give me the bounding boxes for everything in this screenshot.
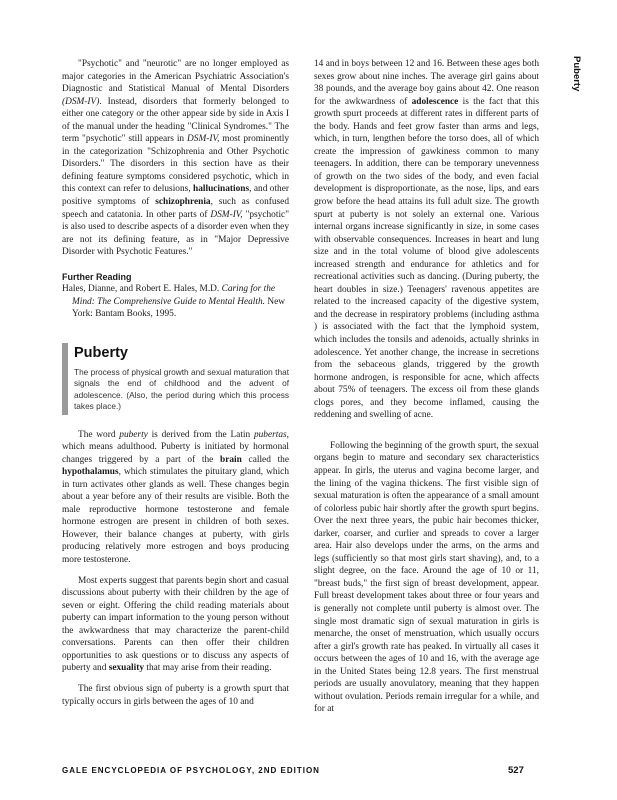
term-hypothalamus[interactable]: hypothalamus xyxy=(62,467,119,478)
sexual-maturation-paragraph: Following the beginning of the growth spurt, the sexual organs begin to mature and secondary sex characteristics appear. In girls, the uterus and vagina become larger, and the lining of the vagina thickens. The first visible sign of sexual maturation is often the appearance of a small amount of colorless pubic hair shortly after the growth spurt begins. Over the next three years, the pubic hair becomes thicker, darker, coarser, and curlier and spreads to cover a larger area. Hair also develops under the arms, on the arms and legs (sufficiently so that most girls start shaving), and, to a slight degree, on the face. Around the age of 10 or 11, "breast buds," the first sign of breast development, appear. Full breast development takes about three or four years and is generally not complete until puberty is almost over. The single most dramatic sign of sexual maturation in girls is menarche, the onset of menstruation, which usually occurs after a girl's growth rate has peaked. In virtually all cases it occurs between the ages of 10 and 16, with the average age in the United States being 12.8 years. The first menstrual periods are usually anovulatory, meaning that they happen without ovulation. Periods remain irregular for a while, and for at xyxy=(314,440,539,715)
running-head-tab: Puberty xyxy=(571,56,582,92)
puberty-paragraph-3: The first obvious sign of puberty is a growth spurt that typically occurs in girls between the ages of 10 and xyxy=(62,683,289,707)
reference-item: Hales, Dianne, and Robert E. Hales, M.D. Caring for the Mind: The Comprehensive Guide to Mental Health. New York: Bantam Books, 1995. xyxy=(62,284,285,320)
right-column xyxy=(314,58,539,716)
further-reading-heading: Further Reading xyxy=(62,271,132,282)
term-schizophrenia[interactable]: schizophrenia xyxy=(155,197,211,208)
footer-publication-title: GALE ENCYCLOPEDIA OF PSYCHOLOGY, 2ND EDITION xyxy=(62,766,320,775)
term-hallucinations[interactable]: hallucinations xyxy=(193,184,250,195)
psychotic-paragraph: "Psychotic" and "neurotic" are no longer employed as major categories in the American Psychiatric Association's Diagnostic and Statistical Manual of Mental Disorders (DSM-IV). Instead, disorders that formerly belonged to either one category or the other appear side by side in Axis I of the manual under the heading "Clinical Syndromes." The term "psychotic" still appears in DSM-IV, most prominently in the categorization "Schizophrenia and Other Psychotic Disorders." The disorders in this section have as their defining feature symptoms considered psychotic, which in this context can refer to delusions, hallucinations, and other positive symptoms of schizophrenia, such as confused speech and catatonia. In other parts of DSM-IV, "psychotic" is also used to describe aspects of a disorder even when they are not its defining feature, as in "Major Depressive Disorder with Psychotic Features." xyxy=(62,59,290,258)
term-sexuality[interactable]: sexuality xyxy=(108,663,145,674)
page-number: 527 xyxy=(508,765,524,776)
puberty-paragraph-1: The word puberty is derived from the Latin pubertas, which means adulthood. Puberty is initiated by hormonal changes triggered by a part of the brain called the hypothalamus, which stimulates the pituitary gland, which in turn activates other glands as well. These changes begin about a year before any of their results are visible. Both the male reproductive hormone testosterone and female hormone estrogen are present in children of both sexes. However, their balance changes at puberty, with girls producing relatively more estrogen and boys producing more testosterone. xyxy=(62,429,289,566)
puberty-paragraph-2: Most experts suggest that parents begin short and casual discussions about puberty with their children by the age of seven or eight. Offering the child reading materials about puberty can impart information to the young person without the awkwardness that may characterize the parent-child conversations. Parents can then offer their children opportunities to ask questions or to discuss any aspects of puberty and sexuality that may arise from their reading. xyxy=(62,575,289,674)
entry-marker-bar xyxy=(62,343,68,415)
left-column xyxy=(62,58,289,708)
entry-title: Puberty xyxy=(74,344,128,361)
puberty-entry-box xyxy=(62,343,289,413)
entry-definition: The process of physical growth and sexual maturation that signals the end of childhood and the advent of adolescence. (Also, the period during which this process takes place.) xyxy=(74,366,289,412)
term-brain[interactable]: brain xyxy=(220,454,242,465)
growth-spurt-paragraph: 14 and in boys between 12 and 16. Between these ages both sexes grow about nine inches. The average girl gains about 38 pounds, and the average boy gains about 42. One reason for the awkwardness of adolescence is the fact that this growth spurt proceeds at different rates in different parts of the body. Hands and feet grow faster than arms and legs, which, in turn, lengthen before the torso does, all of which create the impression of gawkiness common to many teenagers. In addition, there can be temporary unevenness of growth on the two sides of the body, and even facial development is disproportionate, as the nose, lips, and ears grow before the head attains its full adult size. The growth spurt at puberty is not solely an external one. Various internal organs increase significantly in size, in some cases with observable consequences. Increases in heart and lung size and in the total volume of blood give adolescents increased strength and endurance for athletics and for recreational activities such as dancing. (During puberty, the heart doubles in size.) Teenagers' ravenous appetites are related to the increased capacity of the digestive system, and the decrease in respiratory problems (including asthma ) is associated with the fact that the lymphoid system, which includes the tonsils and adenoids, actually shrinks in adolescence. Yet another change, the increase in secretions from the sebaceous glands, triggered by the growth hormone androgen, is responsible for acne, which affects about 75% of teenagers. The excess oil from these glands clogs pores, and they become inflamed, causing the reddening and swelling of acne. xyxy=(314,59,539,421)
term-adolescence[interactable]: adolescence xyxy=(411,96,459,107)
